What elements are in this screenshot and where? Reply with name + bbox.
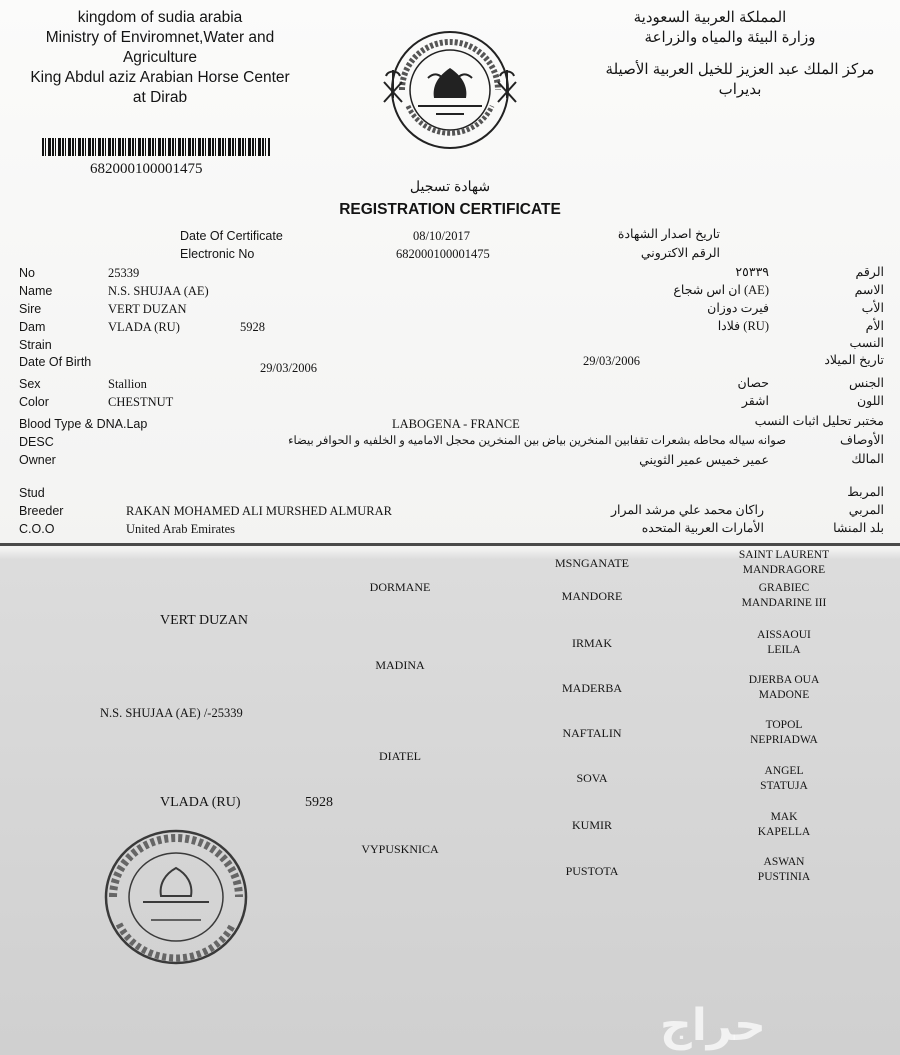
site-watermark-logo: حراج [660, 1000, 766, 1051]
coo-value-ar: الأمارات العربية المتحده [641, 521, 764, 535]
pedigree-gen2-2: MADINA [375, 658, 425, 672]
pedigree-gen4-1b: MANDRAGORE [742, 564, 826, 576]
pedigree-gen4-3 [716, 628, 852, 658]
no-value: 25339 [108, 266, 140, 280]
pedigree-gen4-8 [716, 855, 852, 885]
name-label: Name [19, 284, 53, 298]
coo-value: United Arab Emirates [126, 522, 235, 536]
blood-type-label-ar: مختبر تحليل اثبات النسب [754, 414, 884, 428]
owner-label-ar: المالك [851, 452, 884, 466]
color-label-ar: اللون [856, 394, 884, 408]
pedigree-gen3-4: MADERBA [561, 681, 622, 695]
sire-value-ar: فيرت دوزان [707, 301, 769, 315]
pedigree-gen3-1: MSNGANATE [554, 556, 629, 570]
pedigree-gen4-3a: AISSAOUI [757, 629, 811, 641]
header-ar-line-4: بديراب [718, 81, 762, 98]
sex-value-ar: حصان [737, 376, 769, 390]
blood-type-value: LABOGENA - FRANCE [392, 417, 520, 431]
left-saudi-emblem-icon [378, 68, 408, 108]
pedigree-sire: VERT DUZAN [160, 613, 248, 628]
pedigree-gen4-4b: MADONE [758, 689, 810, 701]
right-saudi-emblem-icon [492, 68, 522, 108]
pedigree-gen2-4: VYPUSKNICA [361, 842, 439, 856]
owner-value-ar: عمير خميس عمير الثويني [639, 453, 769, 467]
header-ar-line-1: المملكة العربية السعودية [633, 9, 787, 26]
pedigree-gen3-5: NAFTALIN [562, 726, 622, 740]
pedigree-gen4-5 [716, 718, 852, 748]
pedigree-gen4-7b: KAPELLA [757, 826, 811, 838]
strain-label-ar: النسب [849, 336, 884, 350]
dob-value-ar-side: 29/03/2006 [583, 354, 640, 368]
strain-label: Strain [19, 338, 52, 352]
pedigree-gen4-2 [716, 581, 852, 611]
electronic-no-value: 682000100001475 [396, 247, 490, 261]
header-en-line-2: Ministry of Enviromnet,Water and [45, 29, 275, 46]
desc-value-ar: صوانه سياله محاطه بشعرات تقفابين المنخرين بياض بين المنخرين محجل الاماميه و الخلفيه و الحوافر بيضاء [288, 435, 786, 447]
header-ar [580, 8, 900, 100]
pedigree-gen4-5b: NEPRIADWA [750, 734, 818, 746]
barcode [42, 138, 270, 156]
header-en-line-5: at Dirab [132, 89, 188, 106]
header-en-line-3: Agriculture [122, 49, 198, 66]
registration-stamp [103, 828, 249, 966]
pedigree-gen4-6a: ANGEL [764, 765, 804, 777]
stud-label-ar: المربط [847, 485, 884, 499]
color-value-ar: اشقر [741, 394, 769, 408]
header-en-line-4: King Abdul aziz Arabian Horse Center [30, 69, 290, 86]
breeder-label: Breeder [19, 504, 64, 518]
pedigree-gen3-3: IRMAK [571, 636, 612, 650]
pedigree-gen4-1 [716, 548, 852, 578]
pedigree-gen4-1a: SAINT LAURENT [738, 549, 830, 561]
pedigree-gen3-2: MANDORE [561, 589, 623, 603]
dam-label: Dam [19, 320, 46, 334]
pedigree-gen4-4 [716, 673, 852, 703]
pedigree-gen4-2b: MANDARINE III [741, 597, 827, 609]
header-ar-line-3: مركز الملك عبد العزيز للخيل العربية الأصيلة [605, 61, 875, 78]
barcode-number: 682000100001475 [90, 161, 203, 177]
header-en-line-1: kingdom of sudia arabia [77, 9, 243, 26]
pedigree-gen3-6: SOVA [576, 771, 608, 785]
color-label: Color [19, 395, 49, 409]
no-label: No [19, 266, 35, 280]
stud-label: Stud [19, 486, 45, 500]
pedigree-gen3-8: PUSTOTA [565, 864, 619, 878]
title-ar: شهادة تسجيل [409, 178, 491, 194]
dam-number: 5928 [240, 320, 265, 334]
pedigree-dam: VLADA (RU) [160, 795, 241, 810]
sire-value: VERT DUZAN [108, 302, 187, 316]
date-of-certificate-label-ar: تاريخ اصدار الشهادة [617, 227, 720, 241]
breeder-label-ar: المربي [848, 503, 884, 517]
pedigree-gen4-6b: STATUJA [760, 780, 808, 792]
pedigree-gen4-5a: TOPOL [765, 719, 803, 731]
no-label-ar: الرقم [855, 265, 884, 279]
name-value-ar: (AE) ان اس شجاع [673, 283, 769, 297]
pedigree-gen4-8a: ASWAN [763, 856, 805, 868]
pedigree-gen4-7a: MAK [770, 811, 798, 823]
dam-value-ar: (RU) فلادا [717, 319, 769, 333]
desc-label: DESC [19, 435, 54, 449]
dob-value: 29/03/2006 [260, 361, 317, 375]
breeder-value-ar: راكان محمد علي مرشد المرار [610, 503, 764, 517]
pedigree-gen3-7: KUMIR [571, 818, 612, 832]
section-divider [0, 543, 900, 546]
title-en: REGISTRATION CERTIFICATE [339, 201, 561, 218]
date-of-certificate-value: 08/10/2017 [413, 229, 470, 243]
dam-value: VLADA (RU) [108, 320, 180, 334]
pedigree-gen2-3: DIATEL [379, 749, 421, 763]
dob-label-ar: تاريخ الميلاد [824, 353, 884, 367]
sex-label: Sex [19, 377, 41, 391]
pedigree-gen4-6 [716, 764, 852, 794]
electronic-no-label-ar: الرقم الاكتروني [640, 246, 720, 260]
coo-label: C.O.O [19, 522, 55, 536]
header-ar-line-2: وزارة البيئة والمياه والزراعة [644, 29, 816, 46]
breeder-value: RAKAN MOHAMED ALI MURSHED ALMURAR [126, 504, 392, 518]
owner-label: Owner [19, 453, 56, 467]
sire-label-ar: الأب [861, 301, 884, 315]
no-value-ar: ٢٥٣٣٩ [735, 265, 769, 279]
date-of-certificate-label: Date Of Certificate [180, 229, 283, 243]
pedigree-gen4-8b: PUSTINIA [757, 871, 811, 883]
sire-label: Sire [19, 302, 42, 316]
electronic-no-label: Electronic No [180, 247, 255, 261]
name-value: N.S. SHUJAA (AE) [108, 284, 209, 298]
name-label-ar: الاسم [854, 283, 884, 297]
pedigree-subject: N.S. SHUJAA (AE) /-25339 [100, 706, 243, 720]
pedigree-gen4-2a: GRABIEC [758, 582, 810, 594]
header-en [10, 8, 310, 108]
pedigree-gen2-1: DORMANE [369, 580, 431, 594]
pedigree-gen4-4a: DJERBA OUA [748, 674, 820, 686]
pedigree-dam-number: 5928 [305, 795, 333, 810]
sex-value: Stallion [108, 377, 147, 391]
dam-label-ar: الأم [865, 319, 884, 333]
pedigree-gen4-7 [716, 810, 852, 840]
blood-type-label: Blood Type & DNA.Lap [19, 417, 148, 431]
color-value: CHESTNUT [108, 395, 174, 409]
dob-label: Date Of Birth [19, 355, 92, 369]
pedigree-gen4-3b: LEILA [767, 644, 801, 656]
coo-label-ar: بلد المنشا [833, 521, 884, 535]
sex-label-ar: الجنس [848, 376, 884, 390]
desc-label-ar: الأوصاف [839, 433, 884, 447]
